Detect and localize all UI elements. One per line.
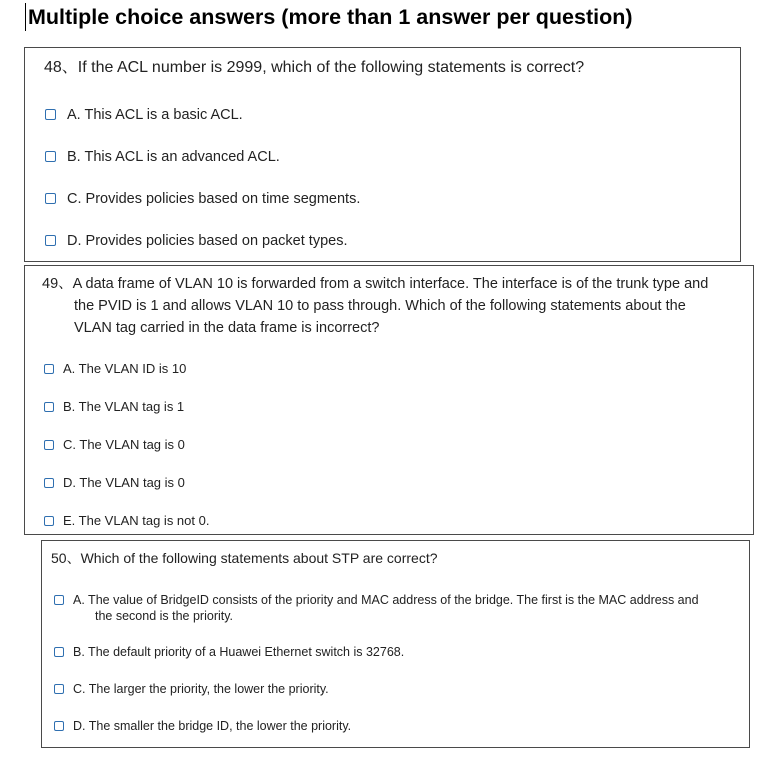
- option-50-d[interactable]: [54, 718, 351, 734]
- option-50-b[interactable]: [54, 644, 404, 660]
- question-50-box: [41, 540, 750, 748]
- checkbox-icon[interactable]: [44, 478, 54, 488]
- checkbox-icon[interactable]: [44, 402, 54, 412]
- checkbox-icon[interactable]: [45, 151, 56, 162]
- option-label: B. The default priority of a Huawei Ethernet switch is 32768.: [73, 645, 405, 659]
- question-48-text: 48、If the ACL number is 2999, which of the following statements is correct?: [44, 59, 585, 76]
- question-49-text: 49、A data frame of VLAN 10 is forwarded from a switch interface. The interface is of the trunk type and: [42, 276, 709, 292]
- checkbox-icon[interactable]: [54, 721, 64, 731]
- question-49-box: [24, 265, 754, 535]
- option-label: D. The VLAN tag is 0: [63, 475, 185, 490]
- option-48-a[interactable]: [45, 106, 243, 124]
- option-50-c[interactable]: [54, 681, 329, 697]
- checkbox-icon[interactable]: [44, 516, 54, 526]
- checkbox-icon[interactable]: [45, 235, 56, 246]
- option-49-c[interactable]: [44, 437, 185, 453]
- option-label: C. The larger the priority, the lower the priority.: [73, 682, 329, 696]
- option-label: E. The VLAN tag is not 0.: [63, 513, 210, 528]
- option-label: D. Provides policies based on packet types.: [67, 233, 348, 249]
- checkbox-icon[interactable]: [44, 364, 54, 374]
- option-line: A. The value of BridgeID consists of the priority and MAC address of the bridge. The first is the MAC address and: [73, 593, 699, 607]
- question-line: the PVID is 1 and allows VLAN 10 to pass through. Which of the following statements about the: [74, 298, 686, 314]
- option-label: B. This ACL is an advanced ACL.: [67, 149, 280, 165]
- option-48-d[interactable]: [45, 232, 347, 250]
- page-title: Multiple choice answers (more than 1 answer per question): [25, 3, 633, 31]
- option-line: the second is the priority.: [95, 609, 234, 623]
- checkbox-icon[interactable]: [45, 109, 56, 120]
- option-48-b[interactable]: [45, 148, 280, 166]
- option-label: D. The smaller the bridge ID, the lower the priority.: [73, 719, 352, 733]
- option-49-e[interactable]: [44, 513, 209, 529]
- option-48-c[interactable]: [45, 190, 360, 208]
- option-label: B. The VLAN tag is 1: [63, 399, 185, 414]
- option-label: [73, 592, 699, 624]
- option-49-d[interactable]: [44, 475, 185, 491]
- checkbox-icon[interactable]: [54, 647, 64, 657]
- checkbox-icon[interactable]: [45, 193, 56, 204]
- option-label: A. The VLAN ID is 10: [63, 361, 187, 376]
- question-48-box: [24, 47, 741, 262]
- question-line: VLAN tag carried in the data frame is incorrect?: [74, 320, 380, 336]
- option-label: C. The VLAN tag is 0: [63, 437, 185, 452]
- checkbox-icon[interactable]: [54, 684, 64, 694]
- question-50-text: 50、Which of the following statements about STP are correct?: [51, 550, 438, 566]
- option-label: A. This ACL is a basic ACL.: [67, 107, 243, 123]
- checkbox-icon[interactable]: [54, 595, 64, 605]
- option-50-a[interactable]: [54, 592, 699, 624]
- question-49-text-continued: [74, 295, 686, 339]
- checkbox-icon[interactable]: [44, 440, 54, 450]
- option-49-a[interactable]: [44, 361, 186, 377]
- option-label: C. Provides policies based on time segments.: [67, 191, 361, 207]
- option-49-b[interactable]: [44, 399, 184, 415]
